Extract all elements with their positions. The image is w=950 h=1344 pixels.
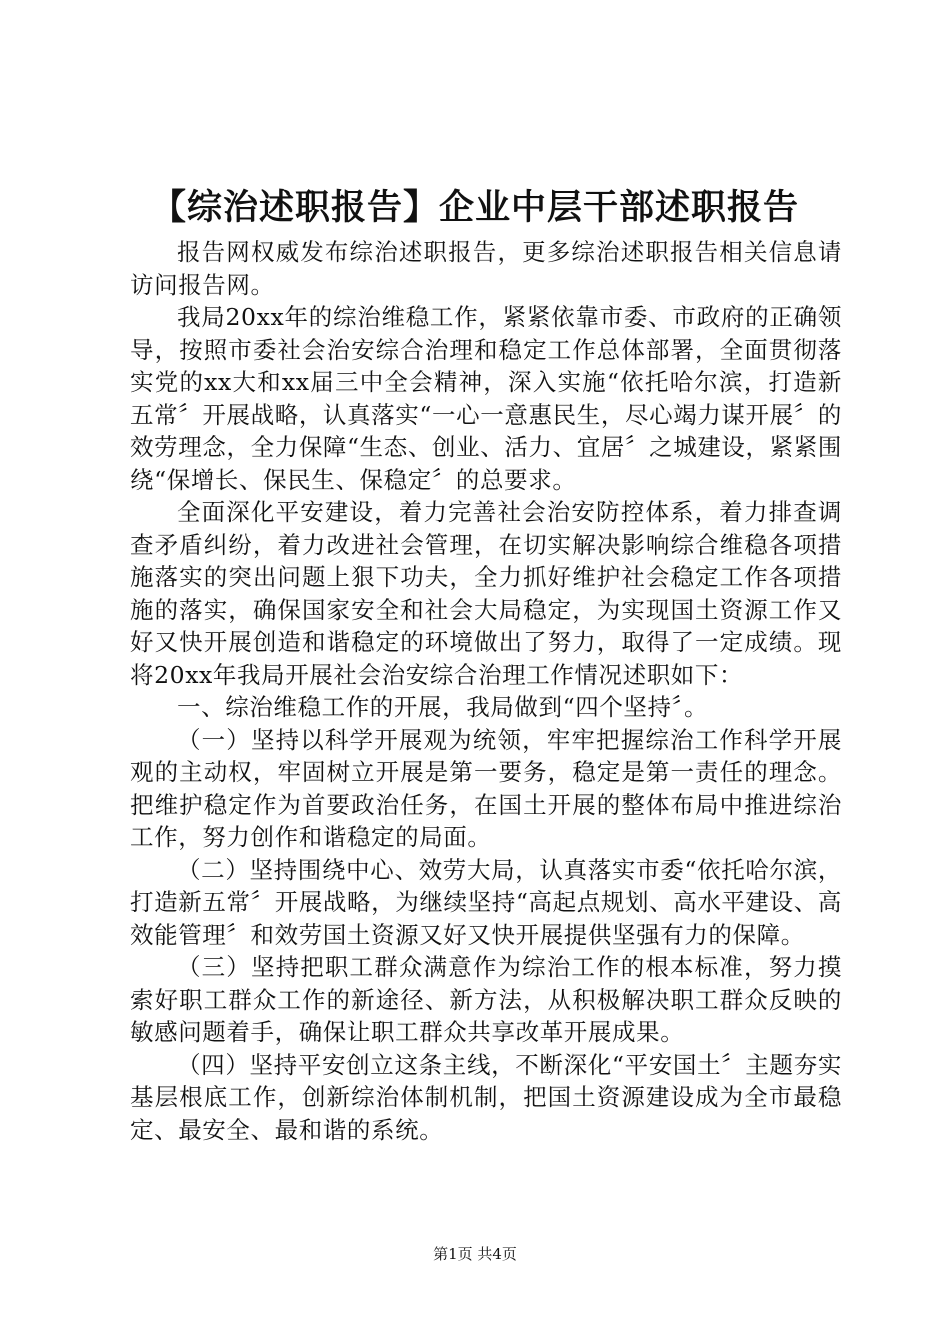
paragraph: （一）坚持以科学开展观为统领，牢牢把握综治工作科学开展观的主动权，牢固树立开展是第一要务，稳定是第一责任的理念。把维护稳定作为首要政治任务，在国土开展的整体布局中推进综治工作，努力创作和谐稳定的局面。 (130, 725, 842, 851)
paragraph: 全面深化平安建设，着力完善社会治安防控体系，着力排查调查矛盾纠纷，着力改进社会管理，在切实解决影响综合维稳各项措施落实的突出问题上狠下功夫，全力抓好维护社会稳定工作各项措施的落实，确保国家安全和社会大局稳定，为实现国土资源工作又好又快开展创造和谐稳定的环境做出了努力，取得了一定成绩。现将20xx年我局开展社会治安综合治理工作情况述职如下： (130, 498, 842, 689)
paragraph: 报告网权威发布综治述职报告，更多综治述职报告相关信息请访问报告网。 (130, 238, 842, 299)
paragraph: 我局20xx年的综治维稳工作，紧紧依靠市委、市政府的正确领导，按照市委社会治安综合治理和稳定工作总体部署，全面贯彻落实党的xx大和xx届三中全会精神，深入实施“依托哈尔滨，打造新五常〞开展战略，认真落实“一心一意惠民生，尽心竭力谋开展〞的效劳理念，全力保障“生态、创业、活力、宜居〞之城建设，紧紧围绕“保增长、保民生、保稳定〞的总要求。 (130, 303, 842, 494)
paragraph: （三）坚持把职工群众满意作为综治工作的根本标准，努力摸索好职工群众工作的新途径、新方法，从积极解决职工群众反映的敏感问题着手，确保让职工群众共享改革开展成果。 (130, 953, 842, 1046)
page-number-footer: 第1页 共4页 (433, 1245, 517, 1263)
paragraph: （四）坚持平安创立这条主线，不断深化“平安国土〞主题夯实基层根底工作，创新综治体制机制，把国土资源建设成为全市最稳定、最安全、最和谐的系统。 (130, 1050, 842, 1144)
paragraph: 一、综治维稳工作的开展，我局做到“四个坚持〞。 (177, 693, 709, 721)
document-body (130, 236, 842, 1146)
paragraph: （二）坚持围绕中心、效劳大局，认真落实市委“依托哈尔滨，打造新五常〞开展战略，为继续坚持“高起点规划、高水平建设、高效能管理〞和效劳国土资源又好又快开展提供坚强有力的保障。 (130, 855, 842, 949)
document-title: 【综治述职报告】企业中层干部述职报告 (150, 187, 799, 228)
